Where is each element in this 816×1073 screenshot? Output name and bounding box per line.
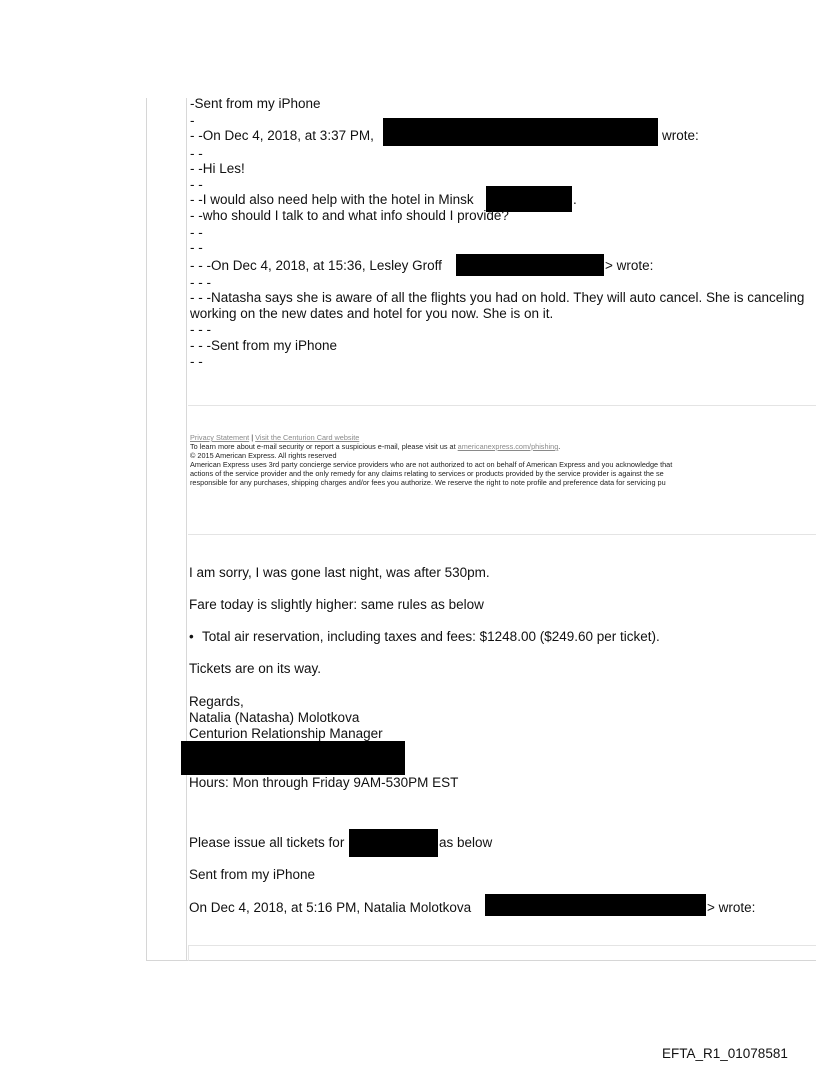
security-period: . [558,442,561,451]
quoted-line: - - - [190,275,211,290]
quoted-message-box [188,945,816,961]
reply-total-text: Total air reservation, including taxes and fees: $1248.00 ($249.60 per ticket). [202,629,660,644]
redaction-block [181,741,405,775]
quoted-line [190,128,374,144]
quoted-line: - - [190,240,203,255]
quoted-line: - - [190,354,203,369]
redaction-block [383,118,658,146]
disclaimer-line: responsible for any purchases, shipping charges and/or fees you authorize. We reserve the right to note profile and preference data for servicing pu [190,478,666,487]
request-header: On Dec 4, 2018, at 5:16 PM, Natalia Molotkova [189,900,472,915]
quoted-line: . [573,192,577,207]
quoted-line: -Sent from my iPhone [190,96,321,111]
quoted-line: - - [190,177,203,192]
quoted-line: - - -Sent from my iPhone [190,338,338,353]
quoted-line: - - [190,146,203,161]
quoted-line: - -I would also need help with the hotel in Minsk [190,192,474,207]
quoted-line: - -who should I talk to and what info should I provide? [190,208,509,223]
signature-name: Natalia (Natasha) Molotkova [189,710,360,725]
privacy-statement-link[interactable]: Privacy Statement [190,433,250,442]
request-sent: Sent from my iPhone [189,867,316,882]
copyright: © 2015 American Express. All rights reserved [190,451,337,460]
quoted-wrote: > wrote: [605,258,654,273]
request-issue: Please issue all tickets for [189,835,345,850]
quoted-header: - - -On Dec 4, 2018, at 15:36, Lesley Groff [190,258,442,273]
quoted-line: working on the new dates and hotel for you now. She is on it. [190,306,554,321]
centurion-website-link[interactable]: Visit the Centurion Card website [255,433,360,442]
page-border-left [146,98,147,960]
redaction-block [349,829,438,857]
request-issue-tail: as below [439,835,493,850]
signature-title: Centurion Relationship Manager [189,726,383,741]
link-separator: | [249,433,256,442]
reply-total [189,629,660,645]
quoted-line: - [190,113,195,128]
redaction-block [485,894,706,916]
phishing-link[interactable]: americanexpress.com/phishing [457,442,559,451]
quoted-line: - - [190,225,203,240]
redaction-block [456,254,604,276]
signature-hours: Hours: Mon through Friday 9AM-530PM EST [189,775,459,790]
signature-regards: Regards, [189,694,244,709]
quote-border-left [186,98,187,960]
quoted-line: - -Hi Les! [190,161,245,176]
quoted-line: - - - [190,322,211,337]
quoted-line: - - -Natasha says she is aware of all the flights you had on hold. They will auto cancel. She is canceling [190,290,805,305]
reply-tickets: Tickets are on its way. [189,661,322,676]
document-id: EFTA_R1_01078581 [662,1046,788,1061]
reply-apology: I am sorry, I was gone last night, was after 530pm. [189,565,490,580]
request-wrote: > wrote: [707,900,756,915]
quoted-wrote: wrote: [662,128,699,143]
bullet-icon: • [189,629,194,644]
quoted-header: - -On Dec 4, 2018, at 3:37 PM, [190,128,374,143]
disclaimer-line: actions of the service provider and the only remedy for any claims relating to services or products provided by the service provider is against the se [190,469,664,478]
disclaimer-line: American Express uses 3rd party concierge service providers who are not authorized to act on behalf of American Express and you acknowledge that [190,460,673,469]
security-text: To learn more about e-mail security or report a suspicious e-mail, please visit us at [190,442,458,451]
reply-fare: Fare today is slightly higher: same rules as below [189,597,484,612]
